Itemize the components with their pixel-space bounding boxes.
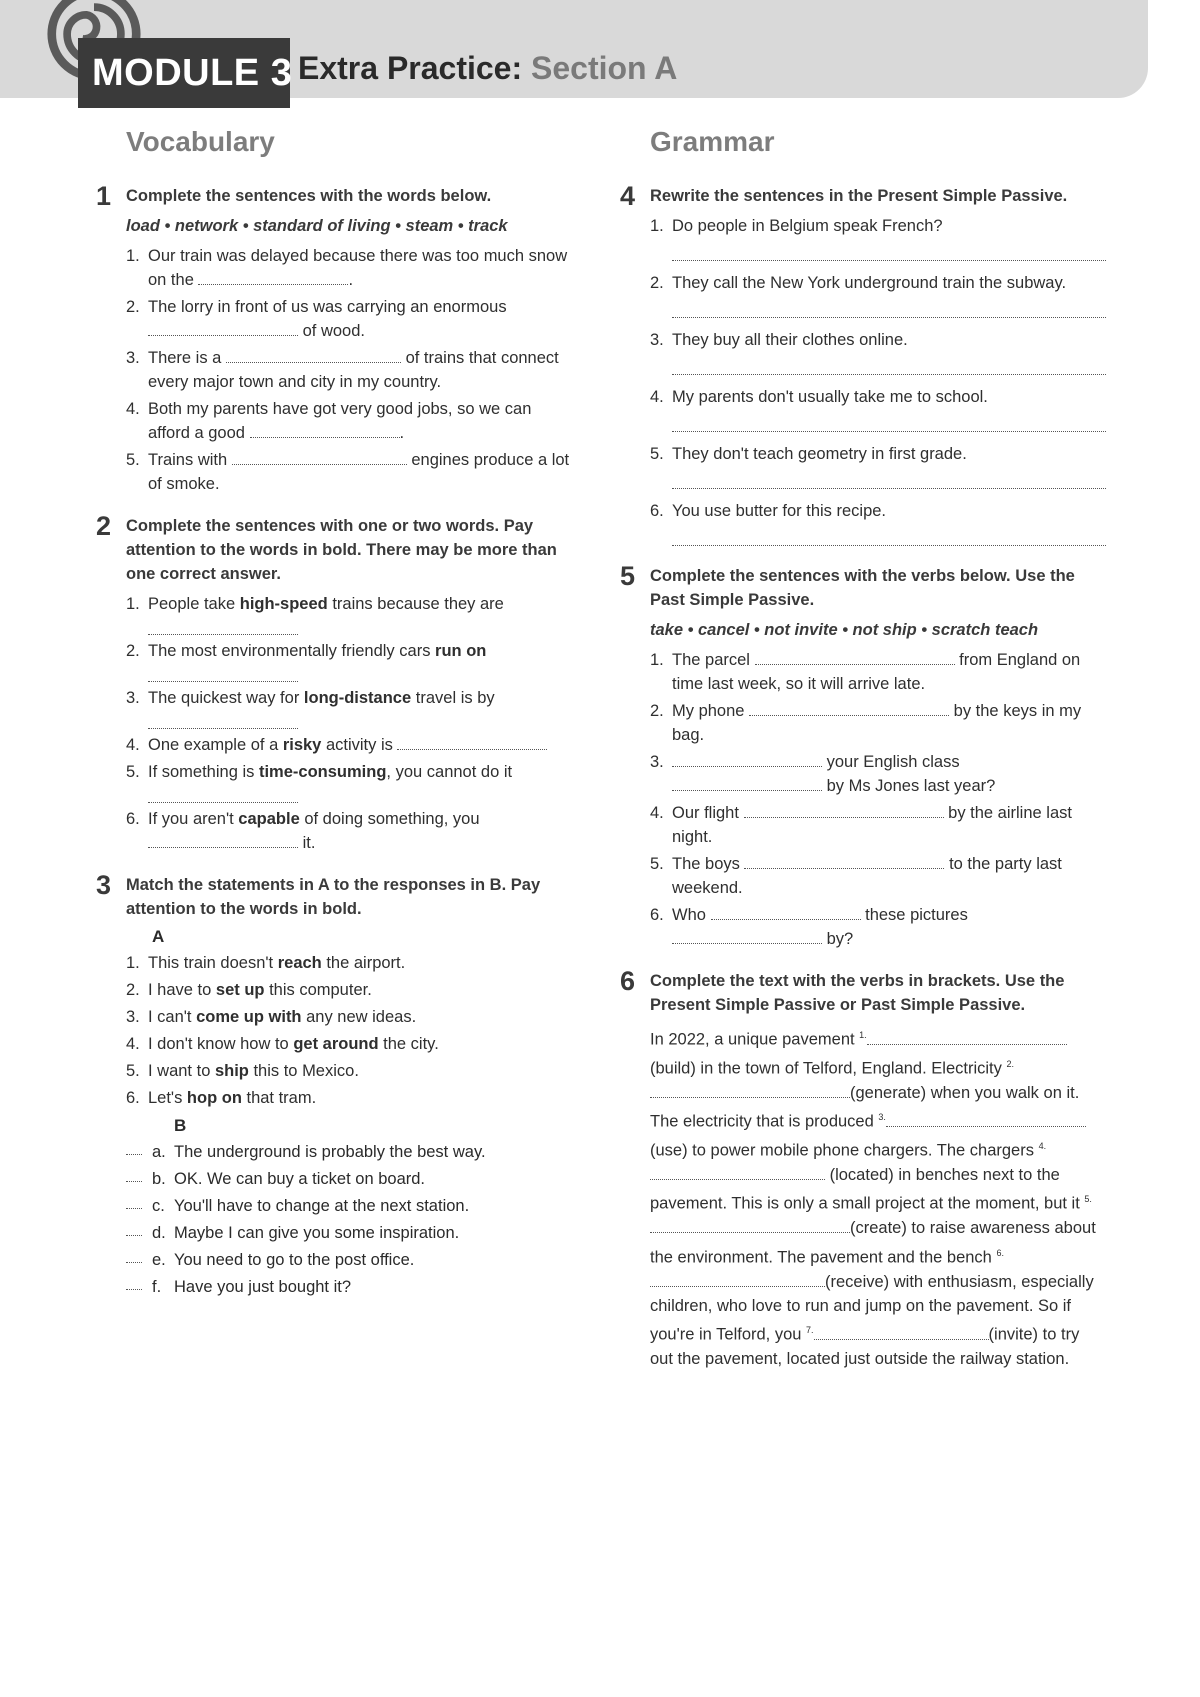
answer-line[interactable]	[672, 240, 1106, 261]
list-item: 2. The most environmentally friendly cars run on	[126, 639, 576, 682]
list-item: 1. The parcel from England on time last week, so it will arrive late.	[650, 651, 1081, 693]
list-item: 5. If something is time-consuming, you cannot do it	[126, 760, 576, 803]
list-item: 5. I want to ship this to Mexico.	[126, 1062, 359, 1080]
answer-blank[interactable]	[650, 1272, 825, 1287]
answer-blank[interactable]	[126, 1235, 142, 1236]
list-item: 3. There is a of trains that connect every major town and city in my country.	[126, 349, 559, 391]
word-bank: take • cancel • not invite • not ship • scratch teach	[650, 621, 1039, 639]
gap-fill-text: In 2022, a unique pavement $^{1.}$ (build) in the town of Telford, England. Electricity $^{2.}$(generate) when you walk on it. The electricity that is produced $^{3.}$(use) to power mobile phone chargers. The chargers $^{4.}$ (located) in benches next to the pavement. This is only a small project at the moment, but it $^{5.}$(create) to raise awareness about the environment. The pavement and the bench $^{6.}$(receive) with enthusiasm, especially children, who love to run and jump on the pavement. So if you're in Telford, you $^{7.}$ (invite) to try out the pavement, located just outside the railway station.	[650, 1030, 1096, 1369]
response-item: b. OK. We can buy a ticket on board.	[126, 1167, 576, 1191]
answer-line[interactable]	[672, 354, 1106, 375]
answer-blank[interactable]	[148, 710, 298, 729]
exercise-instruction: Rewrite the sentences in the Present Simple Passive.	[650, 187, 1068, 205]
answer-blank[interactable]	[886, 1112, 1086, 1127]
answer-blank[interactable]	[226, 348, 401, 363]
answer-blank[interactable]	[126, 1181, 142, 1182]
list-item: 1. People take high-speed trains because they are	[126, 592, 576, 635]
exercise-6	[620, 966, 1106, 1372]
answer-blank[interactable]	[672, 752, 822, 767]
exercise-instruction: Complete the sentences with the verbs below. Use the Past Simple Passive.	[650, 567, 1075, 609]
list-item: 6. Let's hop on that tram.	[126, 1089, 317, 1107]
list-item: 5. Trains with engines produce a lot of smoke.	[126, 451, 570, 493]
exercise-number: 2	[96, 511, 112, 541]
list-item: 1. Do people in Belgium speak French?	[650, 214, 1106, 261]
answer-line[interactable]	[672, 411, 1106, 432]
answer-line[interactable]	[672, 468, 1106, 489]
answer-blank[interactable]	[749, 701, 949, 716]
exercise-5	[620, 561, 1106, 951]
list-item: 3. your English class by Ms Jones last year?	[650, 753, 996, 795]
response-item: a. The underground is probably the best way.	[126, 1140, 576, 1164]
exercise-2	[96, 511, 576, 855]
exercise-number: 6	[620, 966, 636, 996]
exercise-instruction: Complete the text with the verbs in brackets. Use the Present Simple Passive or Past Simple Passive.	[650, 972, 1065, 1014]
exercise-instruction: Complete the sentences with the words below.	[126, 187, 492, 205]
answer-blank[interactable]	[755, 650, 955, 665]
response-item: c. You'll have to change at the next station.	[126, 1194, 576, 1218]
exercise-instruction: Match the statements in A to the responses in B. Pay attention to the words in bold.	[126, 876, 541, 918]
exercise-instruction: Complete the sentences with one or two words. Pay attention to the words in bold. There may be more than one correct answer.	[126, 517, 557, 583]
answer-blank[interactable]	[650, 1083, 850, 1098]
list-item: 3. The quickest way for long-distance travel is by	[126, 686, 576, 729]
list-item: 4. I don't know how to get around the city.	[126, 1035, 439, 1053]
list-item: 4. One example of a risky activity is	[126, 733, 576, 757]
page-title-section: Section A	[531, 50, 678, 86]
answer-blank[interactable]	[744, 854, 944, 869]
answer-blank[interactable]	[148, 784, 298, 803]
answer-blank[interactable]	[867, 1030, 1067, 1045]
answer-blank[interactable]	[126, 1154, 142, 1155]
answer-blank[interactable]	[126, 1289, 142, 1290]
list-item: 2. The lorry in front of us was carrying an enormous of wood.	[126, 298, 507, 340]
list-item: 3. I can't come up with any new ideas.	[126, 1008, 417, 1026]
exercise-number: 5	[620, 561, 636, 591]
word-bank: load • network • standard of living • steam • track	[126, 217, 508, 235]
answer-line[interactable]	[672, 297, 1106, 318]
answer-blank[interactable]	[397, 735, 547, 750]
vocabulary-heading: Vocabulary	[126, 126, 275, 157]
list-item: 4. Our flight by the airline last night.	[650, 804, 1072, 846]
exercise-number: 3	[96, 870, 112, 900]
answer-blank[interactable]	[814, 1325, 989, 1340]
list-item: 2. My phone by the keys in my bag.	[650, 702, 1082, 744]
answer-blank[interactable]	[148, 663, 298, 682]
column-b-label: B	[174, 1116, 187, 1135]
list-item: 2. I have to set up this computer.	[126, 981, 372, 999]
column-a-label: A	[152, 927, 165, 946]
list-item: 6. You use butter for this recipe.	[650, 499, 1106, 546]
answer-blank[interactable]	[672, 776, 822, 791]
answer-blank[interactable]	[198, 270, 348, 285]
page-title	[298, 50, 677, 87]
list-item: 4. Both my parents have got very good jobs, so we can afford a good .	[126, 400, 532, 442]
list-item: 2. They call the New York underground train the subway.	[650, 271, 1106, 318]
response-item: e. You need to go to the post office.	[126, 1248, 576, 1272]
list-item: 3. They buy all their clothes online.	[650, 328, 1106, 375]
grammar-heading: Grammar	[650, 126, 775, 157]
answer-blank[interactable]	[232, 450, 407, 465]
response-item: f. Have you just bought it?	[126, 1275, 576, 1299]
vocabulary-column	[96, 126, 576, 1317]
grammar-column	[620, 126, 1106, 1390]
exercise-3	[96, 870, 576, 1299]
list-item: 4. My parents don't usually take me to school.	[650, 385, 1106, 432]
answer-blank[interactable]	[148, 616, 298, 635]
exercise-number: 1	[96, 181, 112, 211]
answer-blank[interactable]	[650, 1218, 850, 1233]
answer-blank[interactable]	[250, 423, 400, 438]
list-item: 1. This train doesn't reach the airport.	[126, 954, 406, 972]
answer-blank[interactable]	[148, 833, 298, 848]
exercise-1	[96, 181, 576, 496]
answer-line[interactable]	[672, 525, 1106, 546]
exercise-4	[620, 181, 1106, 546]
answer-blank[interactable]	[650, 1165, 825, 1180]
page-title-main: Extra Practice:	[298, 50, 523, 86]
module-label: MODULE 3	[92, 52, 293, 94]
exercise-number: 4	[620, 181, 636, 211]
list-item: 1. Our train was delayed because there was too much snow on the .	[126, 247, 568, 289]
answer-blank[interactable]	[672, 929, 822, 944]
list-item: 6. Who these pictures by?	[650, 906, 968, 948]
answer-blank[interactable]	[126, 1262, 142, 1263]
list-item: 5. They don't teach geometry in first grade.	[650, 442, 1106, 489]
answer-blank[interactable]	[744, 803, 944, 818]
list-item: 5. The boys to the party last weekend.	[650, 855, 1062, 897]
list-item: 6. If you aren't capable of doing something, you it.	[126, 810, 480, 852]
answer-blank[interactable]	[711, 905, 861, 920]
answer-blank[interactable]	[148, 321, 298, 336]
response-item: d. Maybe I can give you some inspiration.	[126, 1221, 576, 1245]
answer-blank[interactable]	[126, 1208, 142, 1209]
